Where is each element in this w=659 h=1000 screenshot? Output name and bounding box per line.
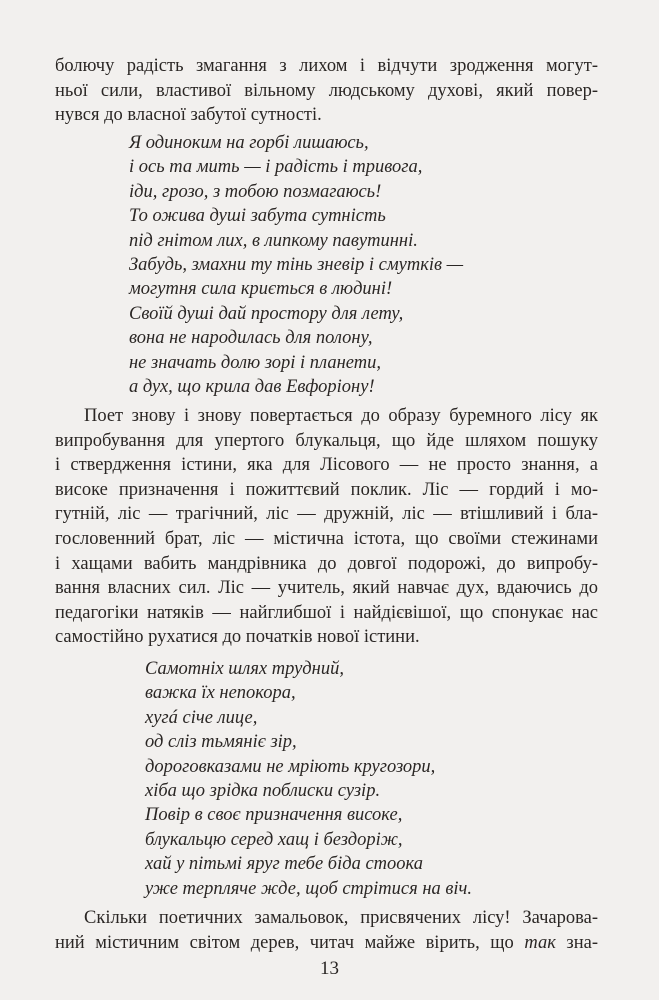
paragraph-middle (55, 404, 598, 650)
poem-line: Я одиноким на горбі лишаюсь, (129, 133, 369, 153)
text-line: нувся до власної забутої сутності. (55, 105, 322, 126)
poem-line: вона не народилась для полону, (129, 328, 373, 349)
poem-line: не значать долю зорі і планети, (129, 352, 381, 373)
poem-line: То ожива душі забута сутність (129, 206, 386, 227)
poem-line: од сліз тьмяніє зір, (145, 732, 297, 753)
page-number: 13 (320, 958, 339, 979)
poem-two (145, 657, 472, 901)
poem-line: Забудь, змахни ту тінь зневір і смутків — (129, 255, 464, 276)
poem-line: уже терпляче жде, щоб стрітися на віч. (145, 878, 473, 899)
text-line: ньої сили, властивої вільному людському духові, який повер- (55, 80, 598, 101)
text-line: і ствердження істини, яка для Лісового — не просто знання, а (55, 455, 598, 476)
text-line: вання власних сил. Ліс — учитель, який навчає дух, вдаючись до (55, 578, 598, 599)
text-segment: зна- (555, 932, 598, 953)
paragraph-bottom (55, 906, 598, 955)
poem-line: блукальцю серед хащ і бездоріж, (145, 829, 403, 850)
text-line: і хащами вабить мандрівника до довгої подорожі, до випробу- (55, 553, 598, 574)
text-line: Скільки поетичних замальовок, присвячених лісу! Зачарова- (84, 908, 598, 928)
poem-line: під гнітом лих, в липкому павутинні. (129, 230, 418, 251)
text-line: самостійно рухатися до початків нової істини. (55, 627, 420, 648)
poem-line: Своїй душі дай простору для лету, (129, 303, 404, 324)
poem-line: а дух, що крила дав Евфоріону! (129, 377, 375, 398)
text-line: Поет знову і знову повертається до образу буремного лісу як (84, 406, 598, 426)
poem-one (129, 131, 463, 399)
poem-line: Повір в своє призначення високе, (145, 805, 403, 826)
text-line: випробування для упертого блукальця, що йде шляхом пошуку (55, 430, 598, 451)
poem-line: і ось та мить — і радість і тривога, (129, 157, 423, 178)
text-line: гутній, ліс — трагічний, ліс — дружній, ліс — втішливий і бла- (55, 504, 598, 525)
text-segment: ний містичним світом дерев, читач майже вірить, що (55, 932, 525, 953)
poem-line: хай у пітьмі яруг тебе біда стоока (145, 854, 423, 875)
poem-line: іди, грозо, з тобою позмагаюсь! (129, 181, 382, 202)
poem-line: могутня сила криється в людині! (129, 279, 393, 300)
text-line: педагогіки натяків — найглибшої і найдієвішої, що спонукає нас (55, 602, 598, 623)
text-line: болючу радість змагання з лихом і відчути зродження могут- (55, 56, 598, 76)
poem-line: Самотніх шлях трудний, (145, 659, 344, 679)
poem-line: важка їх непокора, (145, 683, 296, 704)
poem-line: хугá січе лице, (145, 707, 258, 728)
emphasis-word: так (524, 932, 556, 953)
poem-line: дороговказами не мріють кругозори, (145, 756, 436, 777)
text-line: високе призначення і пожиттєвий поклик. Ліс — гордий і мо- (55, 479, 598, 500)
text-line: гословенний брат, ліс — містична істота, що своїми стежинами (55, 528, 598, 549)
text-line (55, 931, 598, 956)
poem-line: хіба що зрідка поблиски сузір. (145, 781, 381, 802)
paragraph-top (55, 54, 598, 128)
